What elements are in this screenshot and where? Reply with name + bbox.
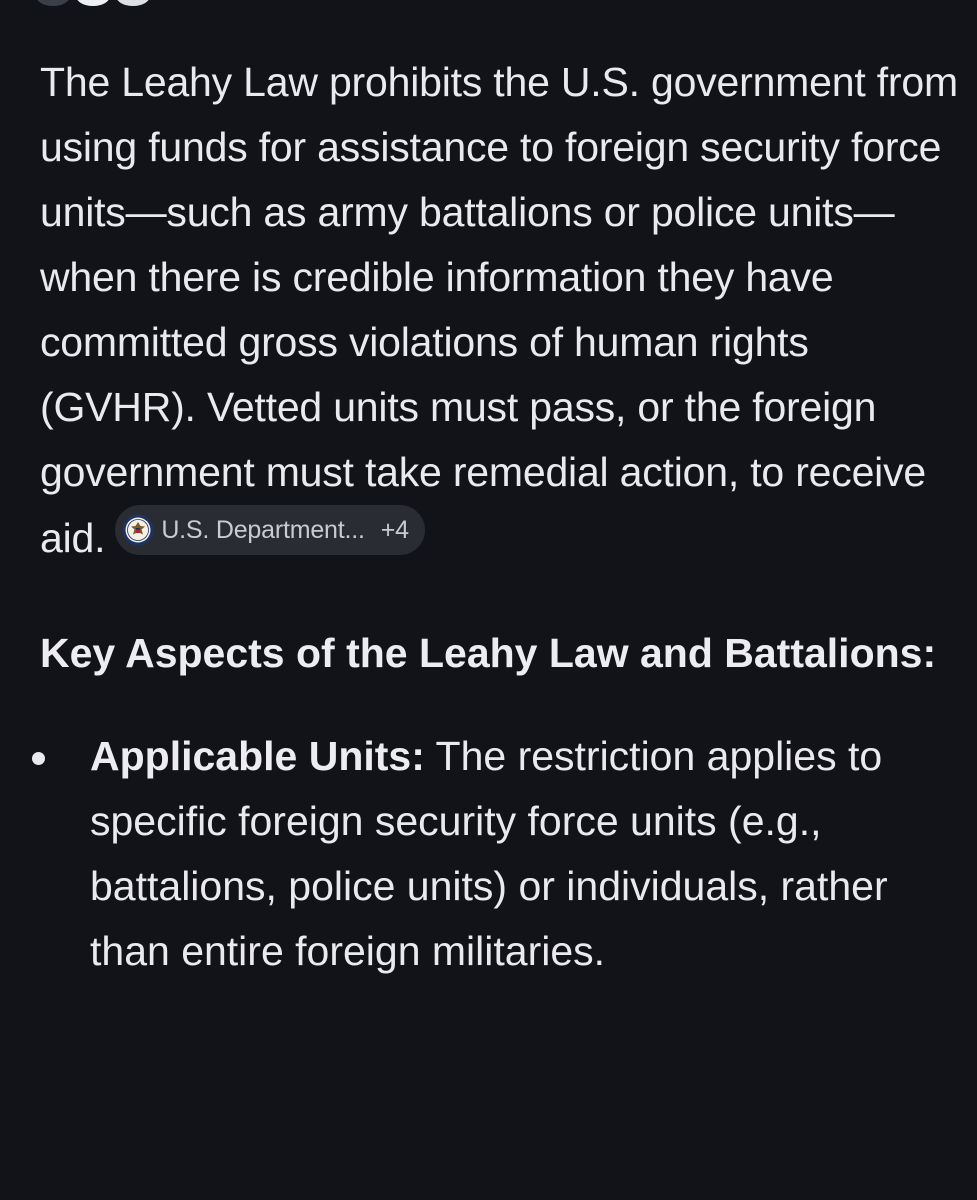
source-chip-count: +4 bbox=[380, 516, 409, 544]
intro-text: The Leahy Law prohibits the U.S. government from using funds for assistance to foreign security force units—such as army battalions or police units—when there is credible information they have committed gross violations of human rights (GVHR). Vetted units must pass, or the foreign government must take remedial action, to receive aid. bbox=[40, 59, 958, 561]
intro-paragraph bbox=[40, 50, 960, 571]
avatar bbox=[114, 0, 152, 8]
section-heading: Key Aspects of the Leahy Law and Battalions: bbox=[40, 630, 937, 676]
key-aspects-list bbox=[40, 724, 960, 984]
avatar bbox=[74, 0, 112, 8]
avatar bbox=[34, 0, 72, 8]
source-avatars bbox=[30, 0, 160, 6]
list-item-title: Applicable Units: bbox=[90, 733, 425, 779]
list-item bbox=[40, 724, 960, 984]
source-chip-label: U.S. Department... bbox=[161, 516, 365, 544]
answer-content bbox=[40, 50, 960, 984]
list-item-text: The restriction applies to specific foreign security force units (e.g., battalions, police units) or individuals, rather than entire foreign militaries. bbox=[90, 733, 888, 974]
bullet-dot bbox=[32, 752, 45, 765]
us-state-department-seal-icon bbox=[122, 514, 154, 546]
source-chip[interactable] bbox=[115, 505, 425, 555]
